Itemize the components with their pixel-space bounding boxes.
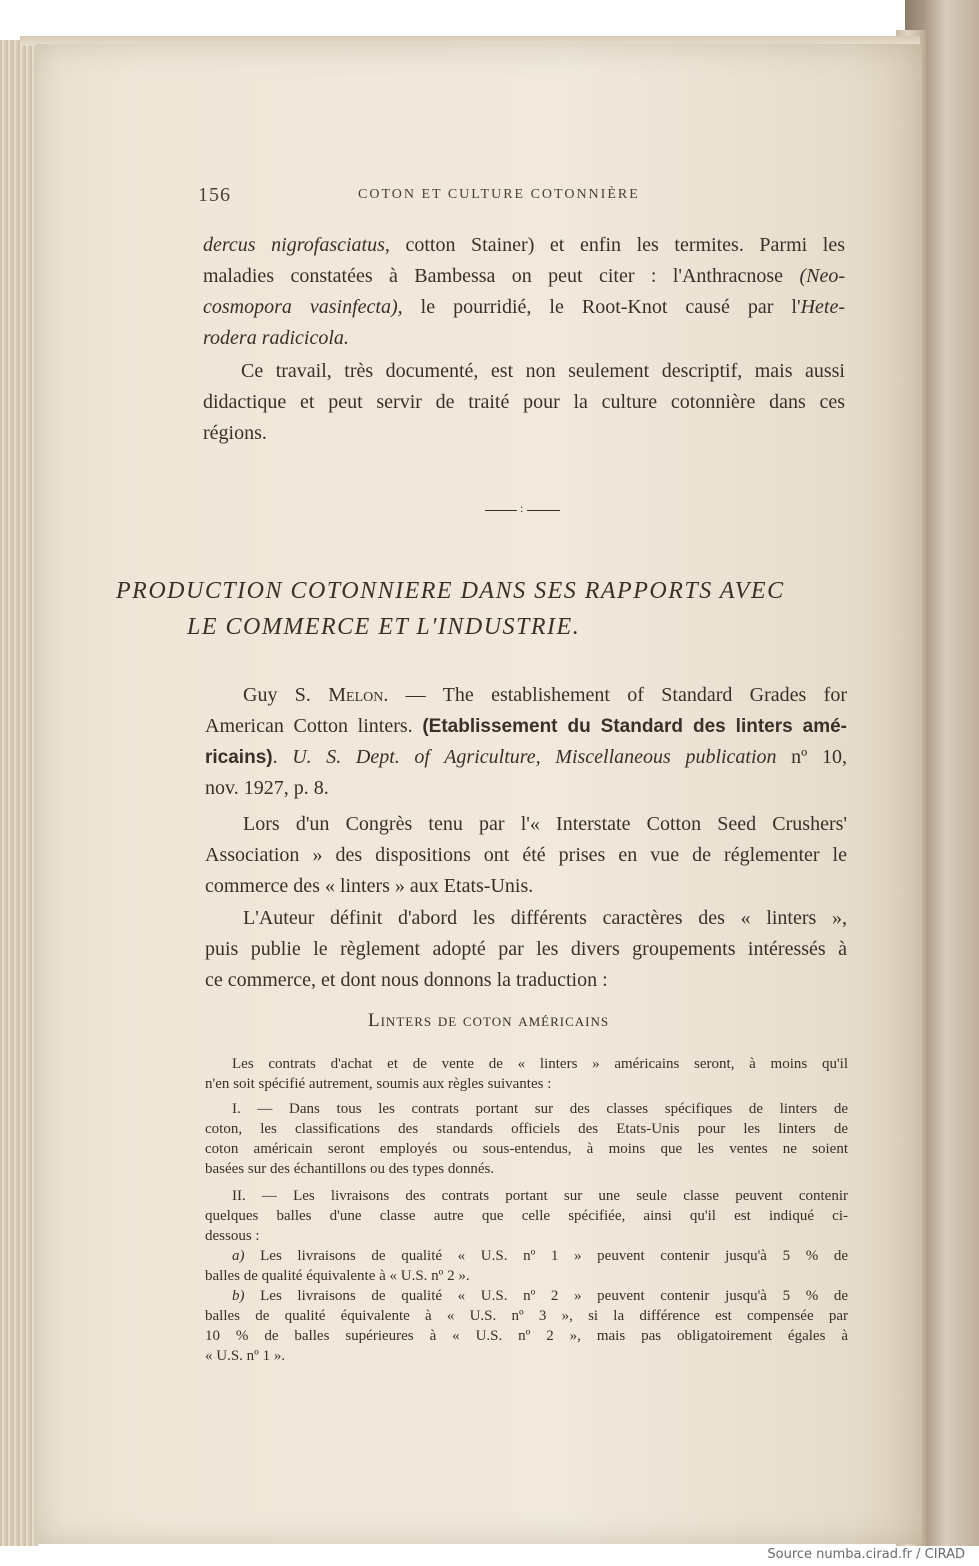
text-line: Association » des dispositions ont été prises en vue de réglementer le	[205, 844, 847, 866]
paragraph-continuation	[203, 230, 845, 354]
paragraph-summary	[203, 356, 845, 449]
text-line: ricains). U. S. Dept. of Agriculture, Miscellaneous publication nº 10,	[205, 746, 848, 768]
text-line: balles de qualité équivalente à « U.S. nº 2 ».	[205, 1268, 470, 1284]
text-line: cosmopora vasinfecta), le pourridié, le Root-Knot causé par l'Hete-	[203, 296, 845, 318]
text-line: basées sur des échantillons ou des types donnés.	[205, 1161, 495, 1177]
text-line: régions.	[203, 422, 267, 444]
text-line: balles de qualité équivalente à « U.S. nº 3 », si la différence est compensée par	[205, 1308, 848, 1324]
text-line: dercus nigrofasciatus, cotton Stainer) et enfin les termites. Parmi les	[203, 234, 845, 256]
text-line: nov. 1927, p. 8.	[205, 777, 329, 799]
text-line: coton, les classifications des standards officiels des Etats-Unis pour les linters de	[205, 1121, 848, 1137]
section-divider-ornament	[485, 502, 560, 516]
text-line: Les contrats d'achat et de vente de « linters » américains seront, à moins qu'il	[232, 1056, 848, 1072]
text-line: I. — Dans tous les contrats portant sur des classes spécifiques de linters de	[232, 1101, 848, 1117]
section-title-line1: PRODUCTION COTONNIERE DANS SES RAPPORTS AVEC	[116, 578, 785, 604]
running-title: COTON ET CULTURE COTONNIÈRE	[358, 187, 640, 202]
text-line: maladies constatées à Bambessa on peut citer : l'Anthracnose (Neo-	[203, 265, 845, 287]
rule-one	[205, 1099, 848, 1179]
text-line: « U.S. nº 1 ».	[205, 1348, 286, 1364]
text-line: rodera radicicola.	[203, 327, 349, 349]
text-line: Guy S. Melon. — The establishement of Standard Grades for	[243, 684, 847, 706]
paragraph-congress	[205, 809, 847, 902]
text-line: ce commerce, et dont nous donnons la traduction :	[205, 969, 608, 991]
rules-intro	[205, 1054, 848, 1094]
text-line: b) Les livraisons de qualité « U.S. nº 2 » peuvent contenir jusqu'à 5 % de	[232, 1288, 848, 1304]
text-line: II. — Les livraisons des contrats portant sur une seule classe peuvent contenir	[232, 1188, 848, 1204]
bibliographic-reference	[205, 680, 847, 804]
page-stack-edges	[0, 40, 38, 1546]
divider-rule-right	[527, 510, 560, 511]
divider-rule-left	[485, 510, 517, 511]
divider-dots: :	[520, 501, 524, 515]
text-line: Ce travail, très documenté, est non seulement descriptif, mais aussi	[241, 360, 845, 382]
text-line: a) Les livraisons de qualité « U.S. nº 1 » peuvent contenir jusqu'à 5 % de	[232, 1248, 848, 1264]
source-credit: Source numba.cirad.fr / CIRAD	[767, 1547, 965, 1562]
text-line: commerce des « linters » aux Etats-Unis.	[205, 875, 534, 897]
text-line: didactique et peut servir de traité pour la culture cotonnière dans ces	[203, 391, 845, 413]
page-number: 156	[198, 184, 231, 206]
text-line: American Cotton linters. (Etablissement du Standard des linters amé-	[205, 715, 848, 737]
text-line: dessous :	[205, 1228, 260, 1244]
text-line: quelques balles d'une classe autre que celle spécifiée, ainsi qu'il est indiqué ci-	[205, 1208, 848, 1224]
text-line: Lors d'un Congrès tenu par l'« Interstate Cotton Seed Crushers'	[243, 813, 847, 835]
text-line: coton américain seront employés ou sous-entendus, à moins que les ventes ne soient	[205, 1141, 848, 1157]
text-line: puis publie le règlement adopté par les divers groupements intéressés à	[205, 938, 847, 960]
paragraph-author	[205, 903, 847, 996]
text-line: L'Auteur définit d'abord les différents caractères des « linters »,	[243, 907, 847, 929]
text-line: 10 % de balles supérieures à « U.S. nº 2 », mais pas obligatoirement égales à	[205, 1328, 848, 1344]
text-line: n'en soit spécifié autrement, soumis aux règles suivantes :	[205, 1076, 552, 1092]
rules-subheading: Linters de coton américains	[368, 1010, 610, 1031]
rule-two	[205, 1186, 848, 1366]
section-title-line2: LE COMMERCE ET L'INDUSTRIE.	[187, 614, 581, 640]
